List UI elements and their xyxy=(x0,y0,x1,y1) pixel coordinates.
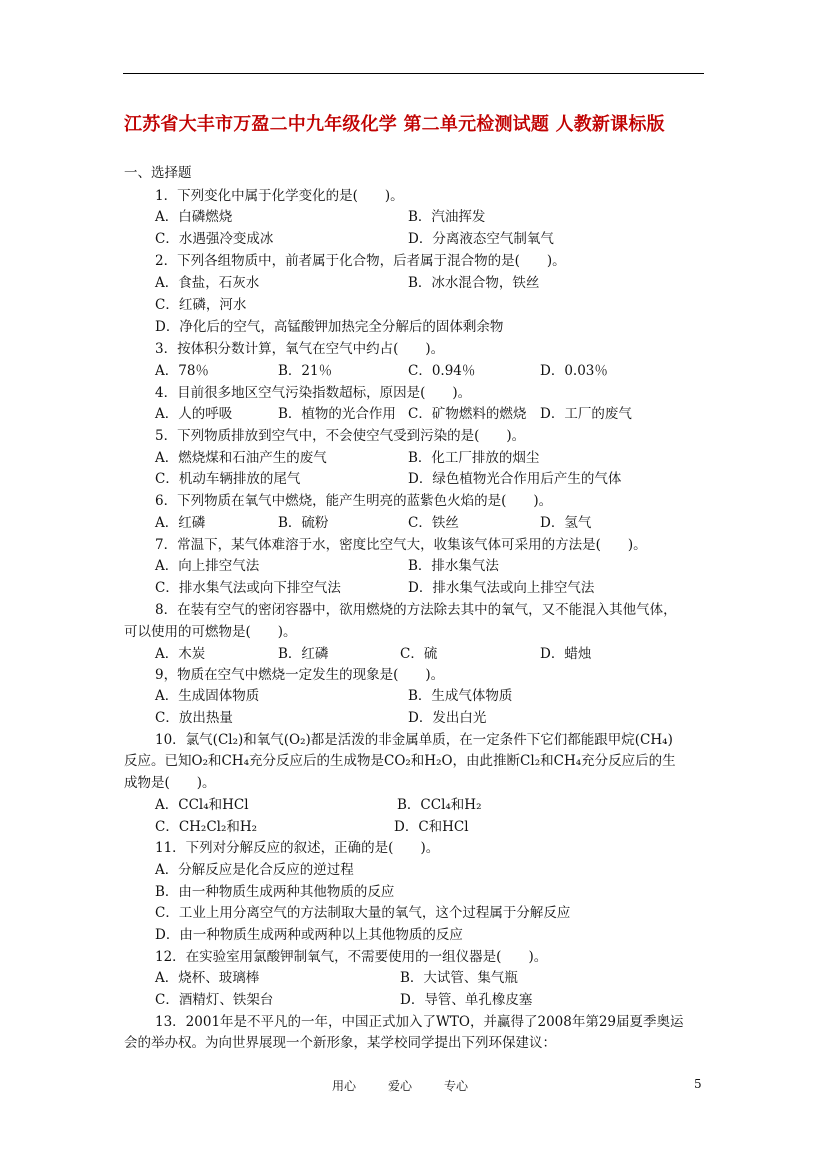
q1-option-b: B．汽油挥发 xyxy=(408,209,486,225)
question-12: 12．在实验室用氯酸钾制氧气，不需要使用的一组仪器是( )。 xyxy=(155,949,548,965)
question-13-cont: 会的举办权。为向世界展现一个新形象，某学校同学提出下列环保建议： xyxy=(124,1035,556,1051)
question-4: 4．目前很多地区空气污染指数超标，原因是( )。 xyxy=(155,385,472,401)
q2-option-a: A．食盐，石灰水 xyxy=(155,275,260,291)
footer-motto-1: 用心 xyxy=(332,1079,357,1093)
q2-option-b: B．冰水混合物，铁丝 xyxy=(408,275,540,291)
question-5: 5．下列物质排放到空气中，不会使空气受到污染的是( )。 xyxy=(155,428,526,444)
q4-option-c: C．矿物燃料的燃烧 xyxy=(408,406,527,422)
q4-option-d: D．工厂的废气 xyxy=(540,406,632,422)
q5-option-d: D．绿色植物光合作用后产生的气体 xyxy=(408,471,622,487)
q3-option-c: C．0.94％ xyxy=(408,363,476,379)
q6-option-a: A．红磷 xyxy=(155,515,206,531)
q5-option-b: B．化工厂排放的烟尘 xyxy=(408,450,540,466)
q10-option-a: A．CCl₄和HCl xyxy=(155,797,249,813)
q7-option-d: D．排水集气法或向上排空气法 xyxy=(408,580,595,596)
q8-option-c: C．硫 xyxy=(400,646,438,662)
footer-motto-2: 爱心 xyxy=(388,1079,413,1093)
section-heading: 一、选择题 xyxy=(124,165,192,181)
q6-option-c: C．铁丝 xyxy=(408,515,459,531)
q2-option-c: C．红磷，河水 xyxy=(155,297,247,313)
question-13: 13．2001年是不平凡的一年，中国正式加入了WTO，并赢得了2008年第29届夏季奥运 xyxy=(155,1014,684,1030)
page-number: 5 xyxy=(694,1077,702,1091)
q12-option-d: D．导管、单孔橡皮塞 xyxy=(400,992,533,1008)
question-2: 2．下列各组物质中，前者属于化合物，后者属于混合物的是( )。 xyxy=(155,253,566,269)
q11-option-b: B．由一种物质生成两种其他物质的反应 xyxy=(155,884,395,900)
q4-option-a: A．人的呼吸 xyxy=(155,406,233,422)
q9-option-b: B．生成气体物质 xyxy=(408,688,513,704)
q4-option-b: B．植物的光合作用 xyxy=(278,406,396,422)
q8-option-d: D．蜡烛 xyxy=(540,646,592,662)
q3-option-b: B．21％ xyxy=(278,363,333,379)
question-7: 7．常温下，某气体难溶于水，密度比空气大，收集该气体可采用的方法是( )。 xyxy=(155,537,647,553)
q9-option-d: D．发出白光 xyxy=(408,710,487,726)
q2-option-d: D．净化后的空气，高锰酸钾加热完全分解后的固体剩余物 xyxy=(155,319,504,335)
q7-option-b: B．排水集气法 xyxy=(408,558,499,574)
q8-option-b: B．红磷 xyxy=(278,646,329,662)
q10-option-c: C．CH₂Cl₂和H₂ xyxy=(155,819,258,835)
question-10: 10．氯气(Cl₂)和氧气(O₂)都是活泼的非金属单质，在一定条件下它们都能跟甲烷(CH₄) xyxy=(155,732,673,748)
q6-option-b: B．硫粉 xyxy=(278,515,329,531)
question-10-cont-2: 成物是( )。 xyxy=(124,775,216,791)
q11-option-c: C．工业上用分离空气的方法制取大量的氧气，这个过程属于分解反应 xyxy=(155,905,571,921)
q11-option-a: A．分解反应是化合反应的逆过程 xyxy=(155,862,354,878)
question-11: 11．下列对分解反应的叙述，正确的是( )。 xyxy=(155,840,440,856)
q3-option-d: D．0.03％ xyxy=(540,363,608,379)
question-9: 9，物质在空气中燃烧一定发生的现象是( )。 xyxy=(155,667,445,683)
question-6: 6．下列物质在氧气中燃烧，能产生明亮的蓝紫色火焰的是( )。 xyxy=(155,493,553,509)
document-title: 江苏省大丰市万盈二中九年级化学 第二单元检测试题 人教新课标版 xyxy=(124,114,665,135)
q9-option-c: C．放出热量 xyxy=(155,710,233,726)
q9-option-a: A．生成固体物质 xyxy=(155,688,260,704)
q8-option-a: A．木炭 xyxy=(155,646,206,662)
question-8-cont: 可以使用的可燃物是( )。 xyxy=(124,624,297,640)
q1-option-a: A．白磷燃烧 xyxy=(155,209,233,225)
q3-option-a: A．78％ xyxy=(155,363,209,379)
q12-option-b: B．大试管、集气瓶 xyxy=(400,970,518,986)
q10-option-b: B．CCl₄和H₂ xyxy=(397,797,482,813)
q11-option-d: D．由一种物质生成两种或两种以上其他物质的反应 xyxy=(155,927,463,943)
q1-option-d: D．分离液态空气制氧气 xyxy=(408,231,554,247)
q7-option-c: C．排水集气法或向下排空气法 xyxy=(155,580,341,596)
footer-motto-3: 专心 xyxy=(444,1079,469,1093)
q12-option-a: A．烧杯、玻璃棒 xyxy=(155,970,260,986)
q6-option-d: D．氢气 xyxy=(540,515,592,531)
q1-option-c: C．水遇强冷变成冰 xyxy=(155,231,274,247)
question-3: 3．按体积分数计算，氧气在空气中约占( )。 xyxy=(155,341,445,357)
question-1: 1．下列变化中属于化学变化的是( )。 xyxy=(155,188,404,204)
question-10-cont-1: 反应。已知O₂和CH₄充分反应后的生成物是CO₂和H₂O，由此推断Cl₂和CH₄充分反应后的生 xyxy=(124,753,676,769)
question-8: 8．在装有空气的密闭容器中，欲用燃烧的方法除去其中的氧气，又不能混入其他气体， xyxy=(155,602,677,618)
q5-option-a: A．燃烧煤和石油产生的废气 xyxy=(155,450,327,466)
q7-option-a: A．向上排空气法 xyxy=(155,558,260,574)
q12-option-c: C．酒精灯、铁架台 xyxy=(155,992,274,1008)
header-rule xyxy=(123,73,704,74)
q5-option-c: C．机动车辆排放的尾气 xyxy=(155,471,301,487)
q10-option-d: D．C和HCl xyxy=(394,819,469,835)
